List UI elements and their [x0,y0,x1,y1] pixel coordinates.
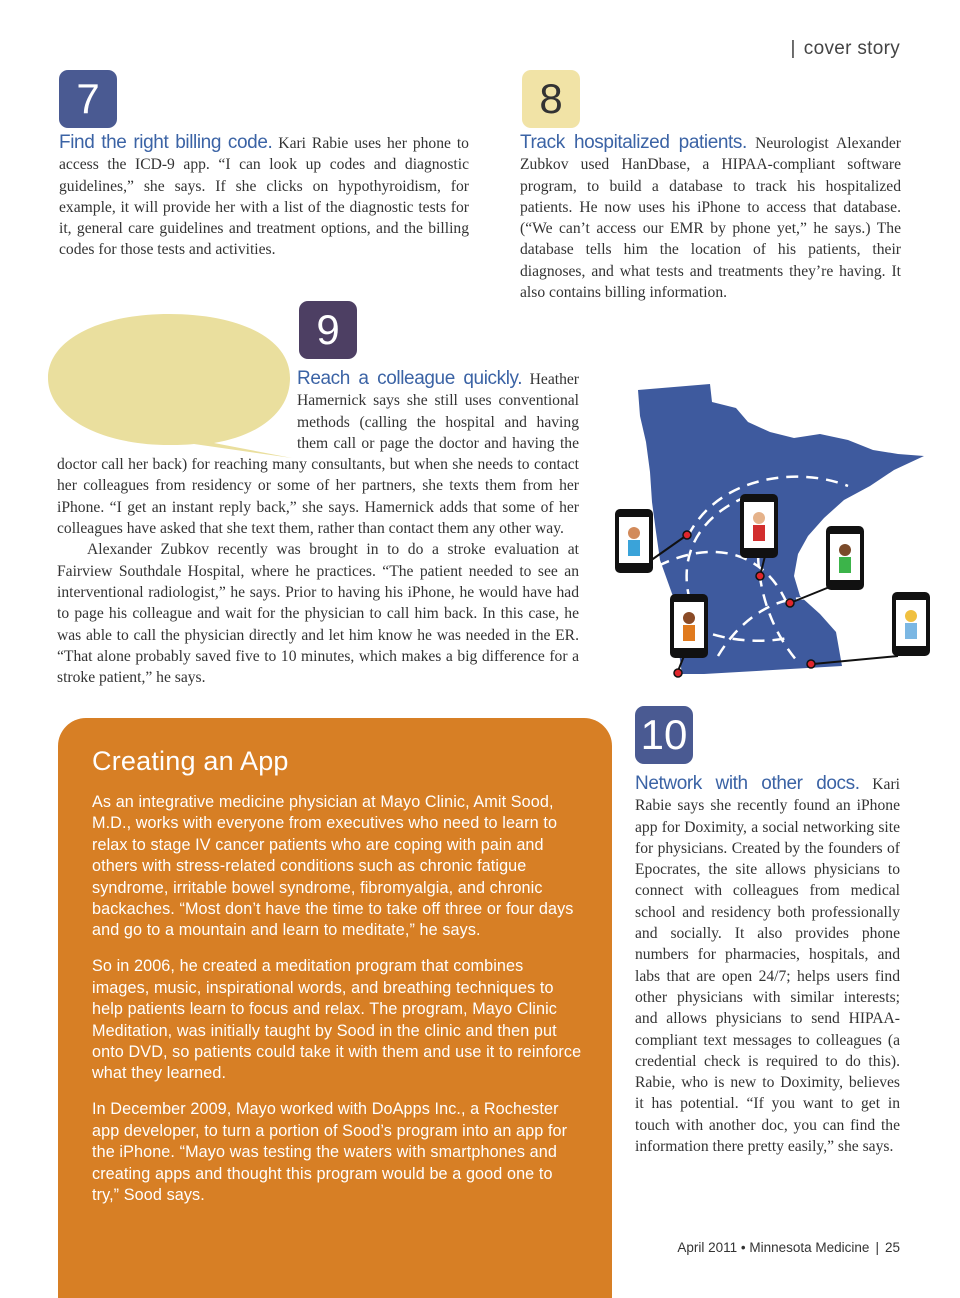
footer-divider: | [875,1240,879,1255]
item-9-text [57,368,579,688]
page-footer [677,1240,900,1255]
footer-magazine: Minnesota Medicine [749,1240,870,1255]
item-number-10: 10 [635,706,693,764]
item-number-9: 9 [299,301,357,359]
sidebar-paragraph-3: In December 2009, Mayo worked with DoApps Inc., a Rochester app developer, to turn a portion of Sood’s program into an app for the iPhone. “Mayo was testing the waters with smartphones and creating apps and thought this program would be a good one to try,” Sood says. [92,1100,568,1204]
phone-icon-2 [740,494,778,558]
item-9-title: Reach a colleague quickly. [297,368,523,389]
item-8-text [520,132,901,303]
item-8-title: Track hospitalized patients. [520,132,747,153]
sidebar-paragraph-1: As an integrative medicine physician at Mayo Clinic, Amit Sood, M.D., works with everyone from executives who need to learn to relax to stage IV cancer patients who are coping with pain and others with stress-related conditions such as chronic fatigue syndrome, irritable bowel syndrome, fibromyalgia, and chronic backaches. “Most don’t have the time to take off three or four days and go to a mountain and learn to meditate,” he says. [92,793,574,940]
item-8-body: Neurologist Alexander Zubkov used HanDbase, a HIPAA-compliant software program, to build a database to track his hospitalized patients. He now uses his iPhone to access that database. (“We can’t access our EMR by phone yet,” he says.) The database tells him the location of his patients, their diagnoses, and what tests and treatments they’re having. It also contains billing information. [520,135,901,302]
footer-bullet: • [740,1240,746,1255]
item-10-title: Network with other docs. [635,773,860,794]
sidebar-title: Creating an App [92,746,289,776]
creating-an-app-sidebar [58,718,612,1298]
item-9-body-2: Alexander Zubkov recently was brought in to do a stroke evaluation at Fairview Southdale Hospital, where he practices. “The patient needed to see an interventional radiologist,” he says. Prior to having his iPhone, he would have had to page his colleague and wait for the physician to call him back. In this case, he was able to call the physician directly and let him know he was needed in the ER. “That alone probably saved five to 10 minutes, which makes a big difference for a stroke patient,” he says. [57,541,579,687]
phone-icon-4 [670,594,708,658]
phone-icon-5 [892,592,930,656]
footer-date: April 2011 [677,1240,738,1255]
item-7-text [59,132,469,261]
section-header [791,38,900,60]
item-7-title: Find the right billing code. [59,132,273,153]
phone-icon-1 [615,509,653,573]
minnesota-network-map [598,376,943,686]
page-number: 25 [884,1240,900,1255]
item-number-8: 8 [522,70,580,128]
phone-icon-3 [826,526,864,590]
sidebar-paragraph-2: So in 2006, he created a meditation program that combines images, music, inspirational words, and breathing techniques to help patients learn to focus and relax. The program, Mayo Clinic Meditation, was initially taught by Sood in the clinic and then put onto DVD, so patients could take it with them and use it to reinforce what they learned. [92,957,582,1083]
item-9-body: Heather Hamernick says she still uses conventional methods (calling the hospital and having them call or page the doctor and having the doctor call her back) for reaching many consultants, but when she needs to contact her colleagues from residency or some of her partners, she texts them from her iPhone. “I get an instant reply back,” she says. Hamernick adds that some of her colleagues have asked that she text them, rather than contact them any other way. [57,371,580,538]
section-label: cover story [803,38,900,59]
item-10-body: Kari Rabie says she recently found an iPhone app for Doximity, a social networking site for physicians. Created by the founders of Epocrates, the site allows physicians to connect with colleagues from medical school and residency both professionally and socially. It also provides phone numbers for pharmacies, hospitals, and labs that are open 24/7; helps users find other physicians with similar interests; and allows physicians to send HIPAA-compliant text messages to colleagues (a credential check is required to do this). Rabie, who is new to Doximity, believes it has potential. “If you want to get in touch with another doc, you can find the information there pretty easily,” she says. [635,776,901,1156]
header-divider: | [790,38,796,59]
item-number-7: 7 [59,70,117,128]
bubble-wrap-spacer [57,368,297,451]
item-7-body: Kari Rabie uses her phone to access the ICD-9 app. “I can look up codes and diagnostic guidelines,” she says. If she clicks on hypothyroidism, for example, it will provide her with a list of the diagnostic tests for it, general care guidelines and treatment options, and the billing codes for those tests and activities. [59,135,469,259]
sidebar-body [92,792,584,1221]
item-10-text [635,773,900,1157]
